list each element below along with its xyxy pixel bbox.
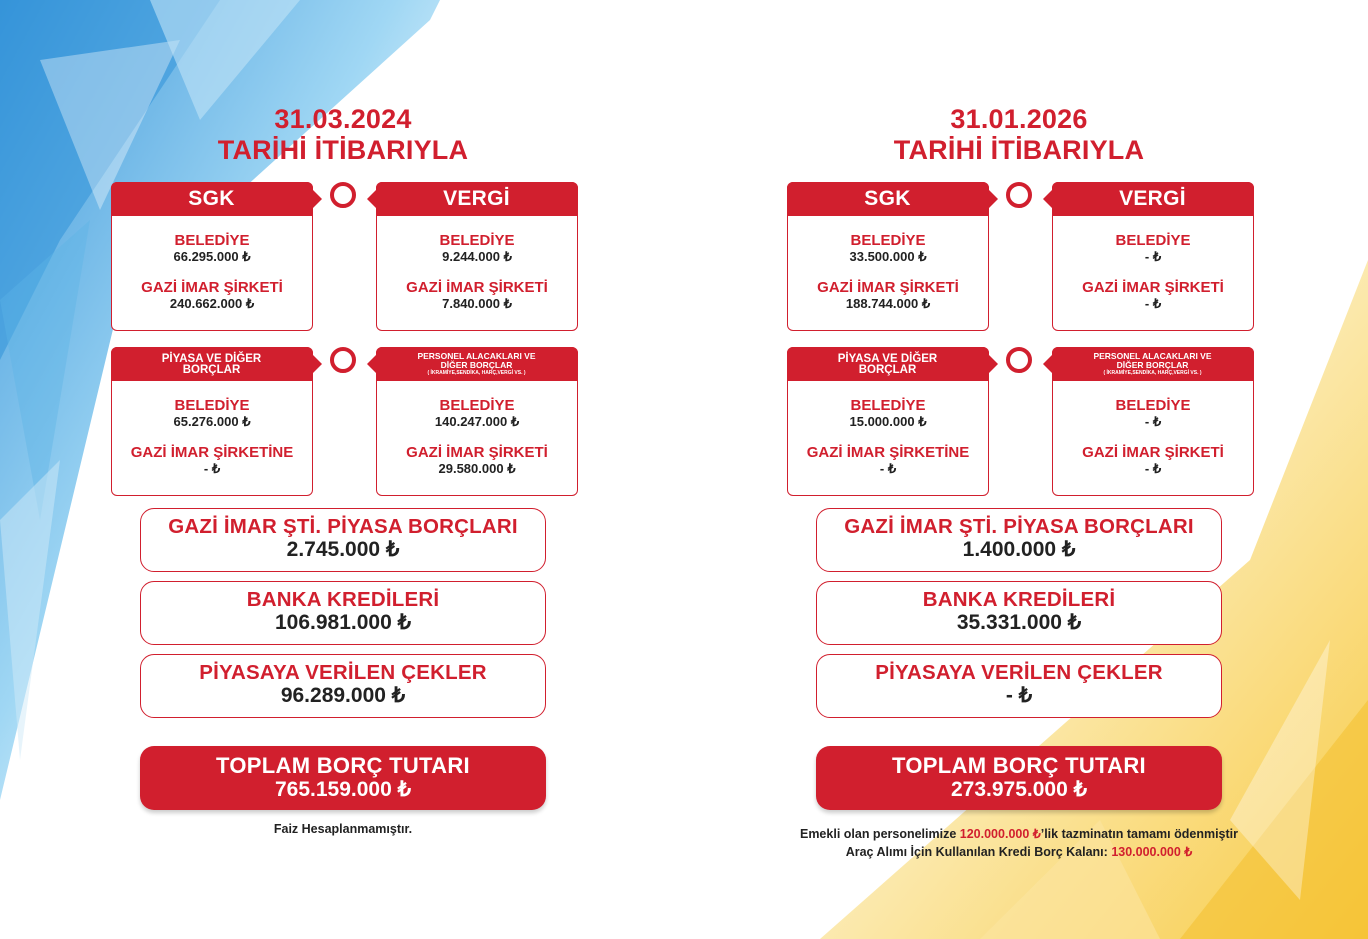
piyasa-belediye: [112, 398, 312, 430]
box-value: - ₺: [1005, 684, 1033, 707]
personel-gazi: [377, 445, 577, 477]
entry-label: GAZİ İMAR ŞİRKETİ: [1082, 444, 1224, 461]
ring-icon: [330, 182, 356, 208]
box-label: BANKA KREDİLERİ: [922, 588, 1116, 611]
entry-value: 65.276.000 ₺: [173, 414, 251, 429]
box-label: PİYASAYA VERİLEN ÇEKLER: [875, 661, 1163, 684]
date-title: 31.03.2024: [274, 104, 412, 134]
entry-label: BELEDİYE: [1115, 397, 1191, 414]
entry-label: BELEDİYE: [850, 397, 926, 414]
entry-label: GAZİ İMAR ŞİRKETİNE: [130, 444, 294, 461]
sgk-title: SGK: [111, 182, 313, 216]
personel-title: PERSONEL ALACAKLARI VE DİĞER BORÇLAR ( İKRAMİYE,SENDİKA, HARÇ,VERGİ VS. ): [1052, 347, 1254, 381]
piyasa-box: [111, 347, 313, 496]
personel-box: [1052, 347, 1254, 496]
box-label: GAZİ İMAR ŞTİ. PİYASA BORÇLARI: [168, 515, 518, 538]
vergi-belediye: [1053, 233, 1253, 265]
panel-2026: [784, 0, 1254, 939]
banka-box: [816, 581, 1222, 645]
arrow-left-icon: [1043, 354, 1053, 374]
cekler-box: [816, 654, 1222, 718]
panel-2024: [108, 0, 578, 939]
entry-value: - ₺: [1144, 249, 1162, 264]
arrow-right-icon: [312, 189, 322, 209]
banka-box: [140, 581, 546, 645]
sgk-belediye: [112, 233, 312, 265]
entry-value: 29.580.000 ₺: [438, 461, 516, 476]
total-label: TOPLAM BORÇ TUTARI: [216, 753, 470, 778]
panel-heading: [784, 104, 1254, 166]
vergi-belediye: [377, 233, 577, 265]
entry-label: BELEDİYE: [850, 232, 926, 249]
box-label: PİYASAYA VERİLEN ÇEKLER: [199, 661, 487, 684]
sgk-box: [111, 182, 313, 331]
sgk-box: [787, 182, 989, 331]
arrow-left-icon: [367, 354, 377, 374]
personel-title: PERSONEL ALACAKLARI VE DİĞER BORÇLAR ( İKRAMİYE,SENDİKA, HARÇ,VERGİ VS. ): [376, 347, 578, 381]
box-value: 2.745.000 ₺: [286, 538, 400, 561]
entry-label: BELEDİYE: [1115, 232, 1191, 249]
box-value: 106.981.000 ₺: [274, 611, 411, 634]
box-value: 1.400.000 ₺: [962, 538, 1076, 561]
total-label: TOPLAM BORÇ TUTARI: [892, 753, 1146, 778]
personel-belediye: [377, 398, 577, 430]
vergi-box: [376, 182, 578, 331]
entry-value: 7.840.000 ₺: [442, 296, 512, 311]
entry-label: GAZİ İMAR ŞİRKETİ: [817, 279, 959, 296]
sgk-title: SGK: [787, 182, 989, 216]
entry-label: GAZİ İMAR ŞİRKETİ: [1082, 279, 1224, 296]
box-value: 35.331.000 ₺: [956, 611, 1082, 634]
entry-value: 9.244.000 ₺: [442, 249, 512, 264]
piyasa-belediye: [788, 398, 988, 430]
sgk-gazi: [112, 280, 312, 312]
date-title: 31.01.2026: [950, 104, 1088, 134]
date-subtitle: TARİHİ İTİBARIYLA: [893, 135, 1145, 165]
piyasa-box: [787, 347, 989, 496]
panel-heading: [108, 104, 578, 166]
piyasa-title: PİYASA VE DİĞER BORÇLAR: [111, 347, 313, 381]
cekler-box: [140, 654, 546, 718]
ring-icon: [1006, 182, 1032, 208]
total-value: 273.975.000 ₺: [950, 778, 1087, 801]
ring-icon: [1006, 347, 1032, 373]
entry-value: 140.247.000 ₺: [434, 414, 520, 429]
entry-label: BELEDİYE: [174, 397, 250, 414]
entry-value: - ₺: [203, 461, 221, 476]
sgk-gazi: [788, 280, 988, 312]
vergi-gazi: [377, 280, 577, 312]
vergi-gazi: [1053, 280, 1253, 312]
entry-value: 66.295.000 ₺: [173, 249, 251, 264]
vergi-title: VERGİ: [1052, 182, 1254, 216]
vergi-title: VERGİ: [376, 182, 578, 216]
personel-box: [376, 347, 578, 496]
personel-gazi: [1053, 445, 1253, 477]
piyasa-gazi: [112, 445, 312, 477]
entry-label: BELEDİYE: [439, 232, 515, 249]
entry-label: GAZİ İMAR ŞİRKETİ: [406, 279, 548, 296]
footnote-right: [724, 825, 1314, 861]
footnote-line-2: Araç Alımı İçin Kullanılan Kredi Borç Kalanı: 130.000.000 ₺: [845, 845, 1193, 859]
entry-value: - ₺: [1144, 296, 1162, 311]
footnote-left: Faiz Hesaplanmamıştır.: [273, 822, 413, 836]
box-value: 96.289.000 ₺: [280, 684, 406, 707]
personel-belediye: [1053, 398, 1253, 430]
entry-label: GAZİ İMAR ŞİRKETİNE: [806, 444, 970, 461]
entry-value: - ₺: [879, 461, 897, 476]
arrow-right-icon: [988, 354, 998, 374]
entry-value: 33.500.000 ₺: [849, 249, 927, 264]
entry-label: BELEDİYE: [174, 232, 250, 249]
toplam-box: [140, 746, 546, 810]
sgk-belediye: [788, 233, 988, 265]
entry-label: GAZİ İMAR ŞİRKETİ: [406, 444, 548, 461]
arrow-right-icon: [988, 189, 998, 209]
total-value: 765.159.000 ₺: [274, 778, 411, 801]
footnote-line-1: Emekli olan personelimize 120.000.000 ₺’lik tazminatın tamamı ödenmiştir: [799, 827, 1238, 841]
entry-label: BELEDİYE: [439, 397, 515, 414]
entry-value: 188.744.000 ₺: [845, 296, 931, 311]
box-label: BANKA KREDİLERİ: [246, 588, 440, 611]
gazi-piyasa-box: [140, 508, 546, 572]
entry-value: - ₺: [1144, 461, 1162, 476]
entry-value: 240.662.000 ₺: [169, 296, 255, 311]
vergi-box: [1052, 182, 1254, 331]
arrow-left-icon: [1043, 189, 1053, 209]
date-subtitle: TARİHİ İTİBARIYLA: [217, 135, 469, 165]
piyasa-title: PİYASA VE DİĞER BORÇLAR: [787, 347, 989, 381]
entry-label: GAZİ İMAR ŞİRKETİ: [141, 279, 283, 296]
arrow-right-icon: [312, 354, 322, 374]
entry-value: 15.000.000 ₺: [849, 414, 927, 429]
gazi-piyasa-box: [816, 508, 1222, 572]
piyasa-gazi: [788, 445, 988, 477]
ring-icon: [330, 347, 356, 373]
entry-value: - ₺: [1144, 414, 1162, 429]
toplam-box: [816, 746, 1222, 810]
box-label: GAZİ İMAR ŞTİ. PİYASA BORÇLARI: [844, 515, 1194, 538]
arrow-left-icon: [367, 189, 377, 209]
